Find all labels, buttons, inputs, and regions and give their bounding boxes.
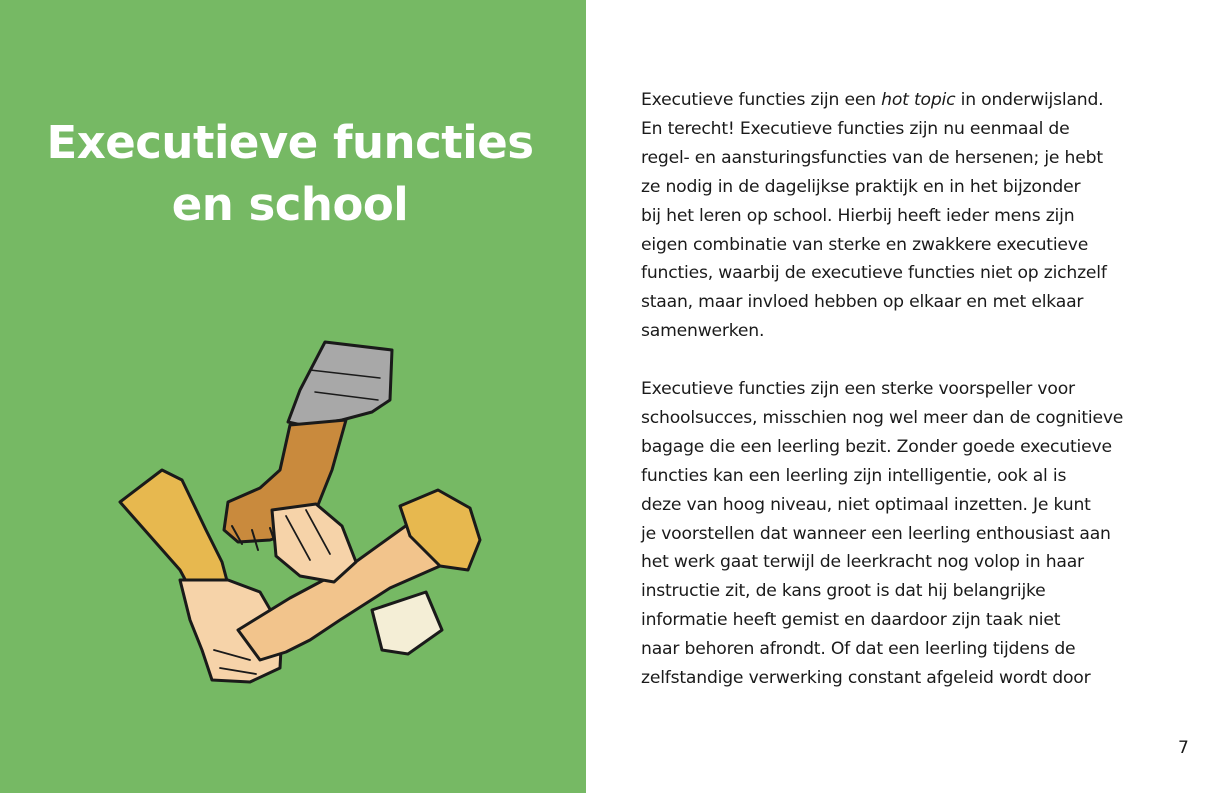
title-line-2: en school	[171, 178, 409, 232]
text-line: functies, waarbij de executieve functies niet op zichzelf	[641, 263, 1107, 284]
green-panel	[0, 0, 586, 793]
text-line: staan, maar invloed hebben op elkaar en met elkaar	[641, 292, 1084, 313]
title-line-1: Executieve functies	[46, 116, 534, 170]
text-line: functies kan een leerling zijn intelligentie, ook al is	[641, 465, 1067, 486]
emphasis-text: hot topic	[881, 90, 956, 110]
text-run: in onderwijsland.	[955, 90, 1104, 110]
paragraph-1	[641, 86, 1161, 346]
paragraph-2	[641, 375, 1161, 693]
hands-together-icon	[110, 330, 490, 700]
text-line: zelfstandige verwerking constant afgeleid wordt door	[641, 668, 1091, 689]
page-title	[0, 112, 580, 236]
text-line: instructie zit, de kans groot is dat hij belangrijke	[641, 581, 1046, 602]
body-text	[641, 86, 1161, 693]
text-line: samenwerken.	[641, 321, 765, 342]
text-line: bij het leren op school. Hierbij heeft ieder mens zijn	[641, 205, 1075, 226]
text-line: informatie heeft gemist en daardoor zijn taak niet	[641, 610, 1061, 631]
text-line: En terecht! Executieve functies zijn nu eenmaal de	[641, 118, 1070, 139]
text-run: Executieve functies zijn een	[641, 90, 882, 110]
text-line: het werk gaat terwijl de leerkracht nog volop in haar	[641, 552, 1084, 573]
text-line: regel- en aansturingsfuncties van de hersenen; je hebt	[641, 147, 1103, 168]
text-line: deze van hoog niveau, niet optimaal inzetten. Je kunt	[641, 494, 1091, 515]
text-line: ze nodig in de dagelijkse praktijk en in het bijzonder	[641, 176, 1081, 197]
text-line: schoolsucces, misschien nog wel meer dan de cognitieve	[641, 407, 1124, 428]
text-line: je voorstellen dat wanneer een leerling enthousiast aan	[641, 523, 1111, 544]
text-line	[641, 86, 1161, 115]
text-line: eigen combinatie van sterke en zwakkere executieve	[641, 234, 1089, 255]
text-line: Executieve functies zijn een sterke voorspeller voor	[641, 379, 1075, 400]
text-line: bagage die een leerling bezit. Zonder goede executieve	[641, 436, 1112, 457]
page-number: 7	[1178, 738, 1189, 758]
text-line: naar behoren afrondt. Of dat een leerling tijdens de	[641, 639, 1076, 660]
